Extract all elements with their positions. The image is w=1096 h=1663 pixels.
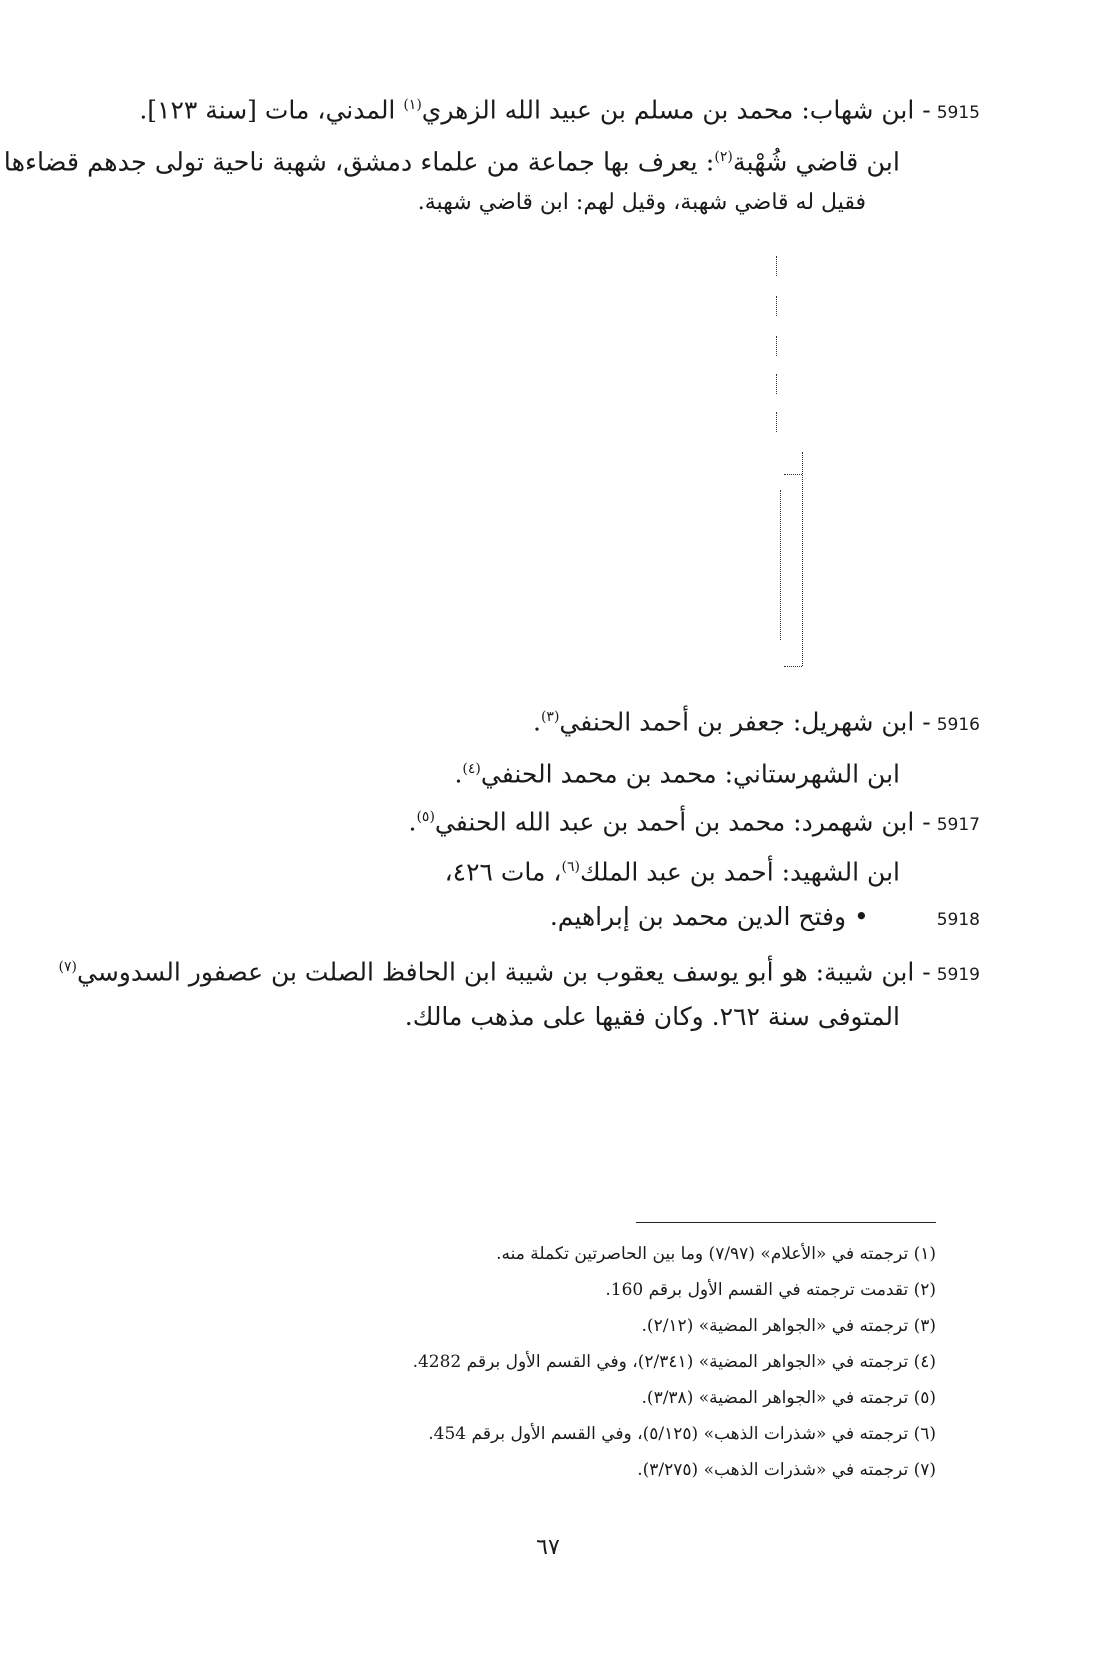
entry-5919: 5919- ابن شيبة: هو أبو يوسف يعقوب بن شيبة ابن الحافظ الصلت بن عصفور السدوسي$^{(٧)}$ [59,950,980,992]
entry-5918 [550,900,980,937]
footnote-ref[interactable]: (٥) [416,809,435,825]
footnote: (١) ترجمته في «الأعلام» (٧/٩٧) وما بين الحاصرتين تكملة منه. [496,1244,936,1264]
footnote: (٤) ترجمته في «الجواهر المضية» (٢/٣٤١)، وفي القسم الأول برقم 4282. [412,1352,936,1372]
entry-text-cont: ، مات ٤٢٦، [444,857,562,887]
entry-text-cont: المدني، مات [سنة ١٢٣]. [139,95,404,125]
entry-text: ابن شهاب: محمد بن مسلم بن عبيد الله الزهري [421,95,915,125]
entry-continuation [418,186,866,220]
footnote-ref[interactable]: (٢) [714,149,733,165]
entry-text: ابن شيبة: هو أبو يوسف يعقوب بن شيبة ابن الحافظ الصلت بن عصفور السدوسي [76,957,915,987]
page-number: ٦٧ [536,1535,560,1560]
entry-text: ابن شهريل: جعفر بن أحمد الحنفي [559,707,915,737]
entry-text-cont: . [408,807,417,837]
entry-text: المتوفى سنة ٢٦٢. وكان فقيها على مذهب مالك. [404,1002,900,1031]
footnote-ref[interactable]: (٤) [462,761,481,777]
entry-text: ابن شهمرد: محمد بن أحمد بن عبد الله الحنفي [434,807,915,837]
entry-number: 5919 [936,965,980,986]
entry-text-cont: . [454,759,463,789]
footnote-ref[interactable]: (١) [403,97,422,113]
footnote-ref[interactable]: (٦) [561,859,580,875]
entry-text: فقيل له قاضي شهبة، وقيل لهم: ابن قاضي شهبة. [417,190,866,215]
entry-ibn-al-shahrastani [454,752,900,791]
entry-text-cont: . [533,707,541,737]
entry-text: ابن الشهيد: أحمد بن عبد الملك [579,857,900,887]
entry-number: 5917 [936,815,980,836]
entry-number: 5915 [936,103,980,124]
footnote: (٥) ترجمته في «الجواهر المضية» (٣/٣٨). [641,1388,936,1408]
entry-text: ابن قاضي شُهْبة [732,147,900,178]
footnote-ref[interactable]: (٧) [58,959,77,975]
footnote: (٦) ترجمته في «شذرات الذهب» (٥/١٢٥)، وفي القسم الأول برقم 454. [428,1424,936,1444]
entry-5917: 5917- ابن شهمرد: محمد بن أحمد بن عبد الله الحنفي$^{(٥)}$. [409,800,981,842]
entry-text-cont: : يعرف بها جماعة من علماء دمشق، شهبة ناحية تولى جدهم قضاءها [3,147,715,178]
entry-continuation [405,1000,900,1034]
footnote-ref[interactable]: (٣) [540,709,560,725]
footnote-divider [636,1222,936,1223]
entry-ibn-al-shahid [445,850,900,889]
footnote: (٣) ترجمته في «الجواهر المضية» (٢/١٢). [641,1316,936,1336]
entry-5915: 5915- ابن شهاب: محمد بن مسلم بن عبيد الله الزهري$^{(١)}$ المدني، مات [سنة ١٢٣]. [139,88,980,130]
footnote: (٧) ترجمته في «شذرات الذهب» (٣/٢٧٥). [637,1460,936,1480]
footnote: (٢) تقدمت ترجمته في القسم الأول برقم 160. [605,1280,936,1300]
entry-ibn-qadi-shuhba [4,140,900,180]
entry-text: ابن الشهرستاني: محمد بن محمد الحنفي [480,759,900,789]
entry-number: 5918 [936,910,980,930]
entry-text: • وفتح الدين محمد بن إبراهيم. [549,902,869,931]
entry-number: 5916 [936,715,980,736]
entry-5916: 5916- ابن شهريل: جعفر بن أحمد الحنفي$^{(٣)}$. [533,700,980,742]
